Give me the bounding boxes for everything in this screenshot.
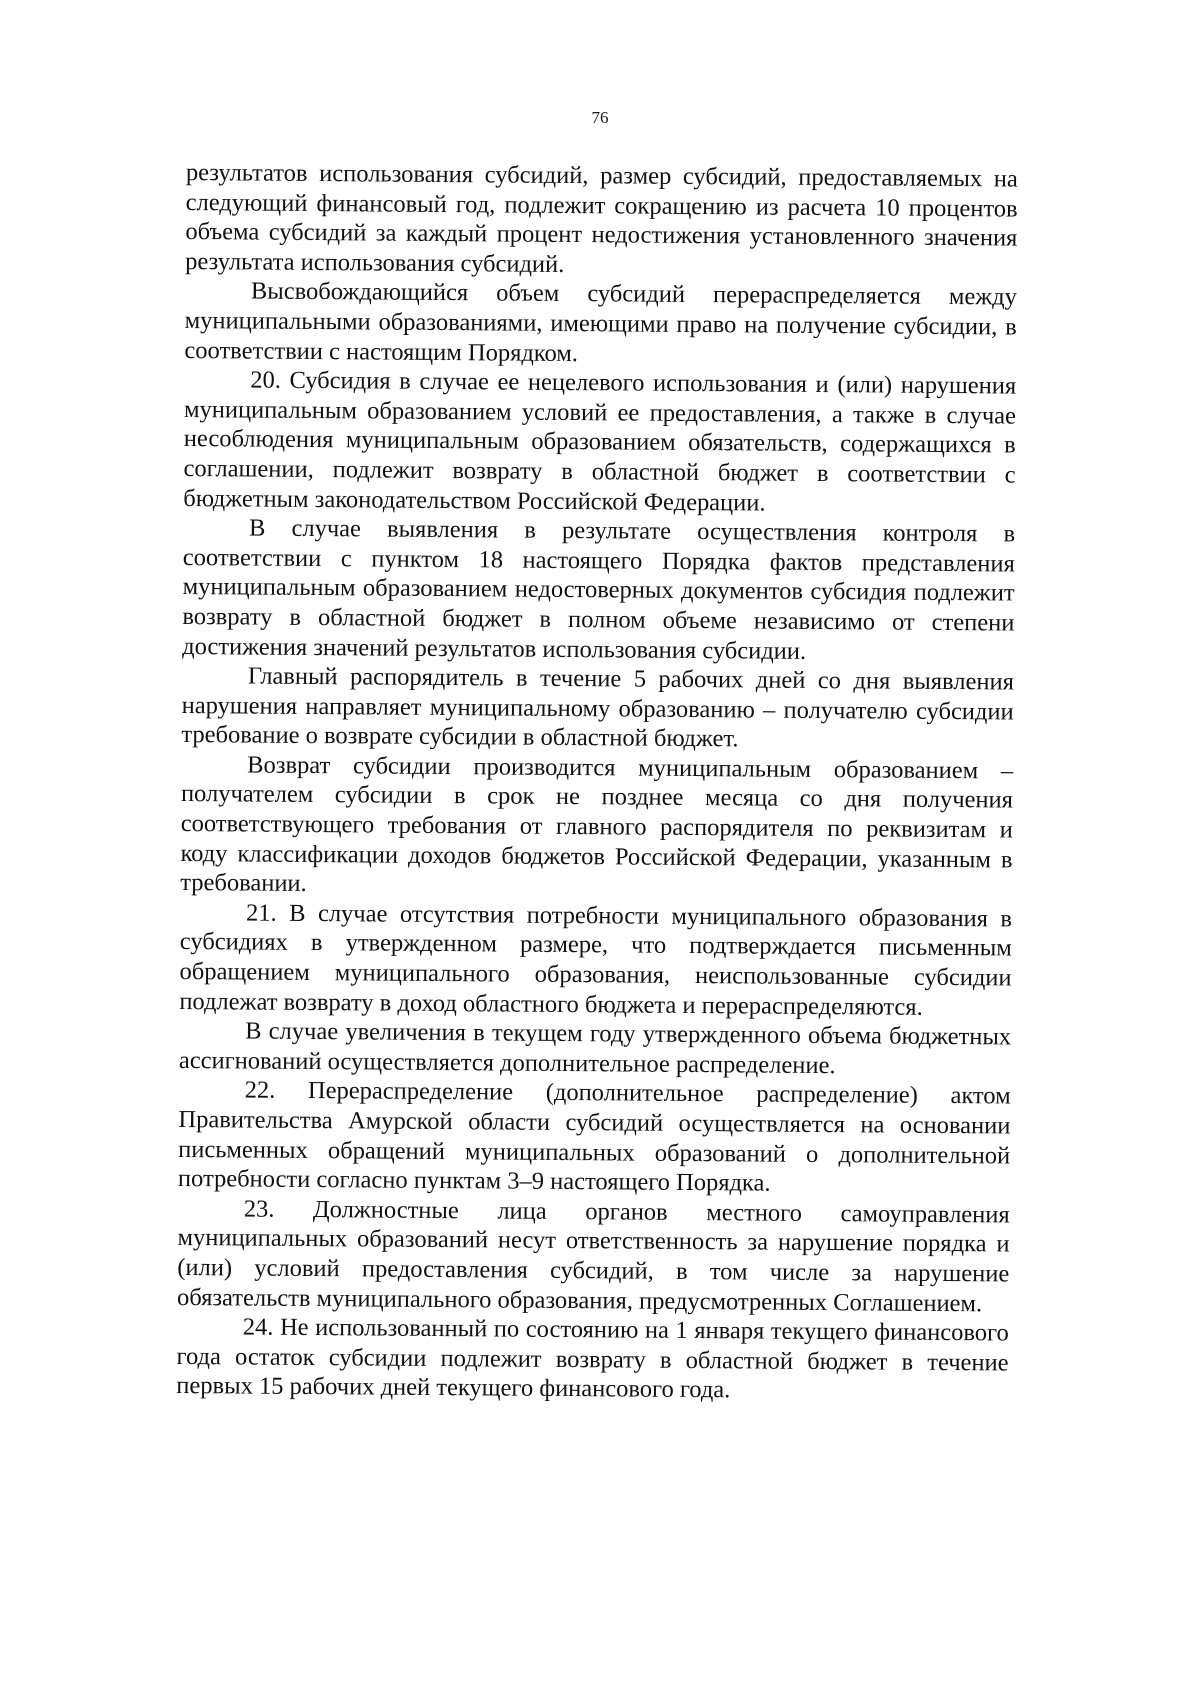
paragraph-item-24: 24. Не использованный по состоянию на 1 января текущего финансового года остаток субсидии подлежит возврату в областной бюджет в течение первых 15 рабочих дней текущего финансового года. bbox=[176, 1313, 1009, 1404]
document-body bbox=[176, 158, 1018, 1407]
paragraph: Высвобождающийся объем субсидий перераспределяется между муниципальными образованиями, имеющими право на получение субсидии, в соответствии с настоящим Порядком. bbox=[184, 277, 1018, 367]
paragraph-continuation: результатов использования субсидий, размер субсидий, предоставляемых на следующий финансовый год, подлежит сокращению из расчета 10 процентов объема субсидий за каждый процент недостижения установленного значения результата использования субсидий. bbox=[185, 158, 1018, 278]
paragraph: Возврат субсидии производится муниципальным образованием – получателем субсидии в срок не позднее месяца со дня получения соответствующего требования от главного распорядителя по реквизитам и коду классификации доходов бюджетов Российской Федерации, указанным в требовании. bbox=[180, 751, 1014, 898]
paragraph-item-20: 20. Субсидия в случае ее нецелевого использования и (или) нарушения муниципальным образованием условий ее предоставления, а также в случае несоблюдения муниципальным образованием обязательств, содержащихся в соглашении, подлежит возврату в областной бюджет в соответствии с бюджетным законодательством Российской Федерации. bbox=[183, 366, 1017, 517]
paragraph-item-21: 21. В случае отсутствия потребности муниципального образования в субсидиях в утвержденном размере, что подтверждается письменным обращением муниципального образования, неиспользованные субсидии подлежат возврату в доход областного бюджета и перераспределяются. bbox=[179, 899, 1013, 1021]
page-number: 76 bbox=[591, 108, 609, 127]
paragraph-item-22: 22. Перераспределение (дополнительное распределение) актом Правительства Амурской области субсидий осуществляется на основании письменных обращений муниципальных образований о дополнительной потребности согласно пунктам 3–9 настоящего Порядка. bbox=[177, 1076, 1011, 1197]
paragraph: Главный распорядитель в течение 5 рабочих дней со дня выявления нарушения направляет муниципальному образованию – получателю субсидии требование о возврате субсидии в областной бюджет. bbox=[181, 662, 1015, 753]
paragraph-item-23: 23. Должностные лица органов местного самоуправления муниципальных образований несут ответственность за нарушение порядка и (или) условий предоставления субсидий, в том числе за нарушение обязательств муниципального образования, предусмотренных Соглашением. bbox=[176, 1195, 1010, 1317]
paragraph: В случае выявления в результате осуществления контроля в соответствии с пунктом 18 настоящего Порядка фактов представления муниципальным образованием недостоверных документов субсидия подлежит возврату в областной бюджет в полном объеме независимо от степени достижения значений результатов использования субсидии. bbox=[182, 514, 1016, 665]
paragraph: В случае увеличения в текущем году утвержденного объема бюджетных ассигнований осуществляется дополнительное распределение. bbox=[178, 1017, 1012, 1079]
